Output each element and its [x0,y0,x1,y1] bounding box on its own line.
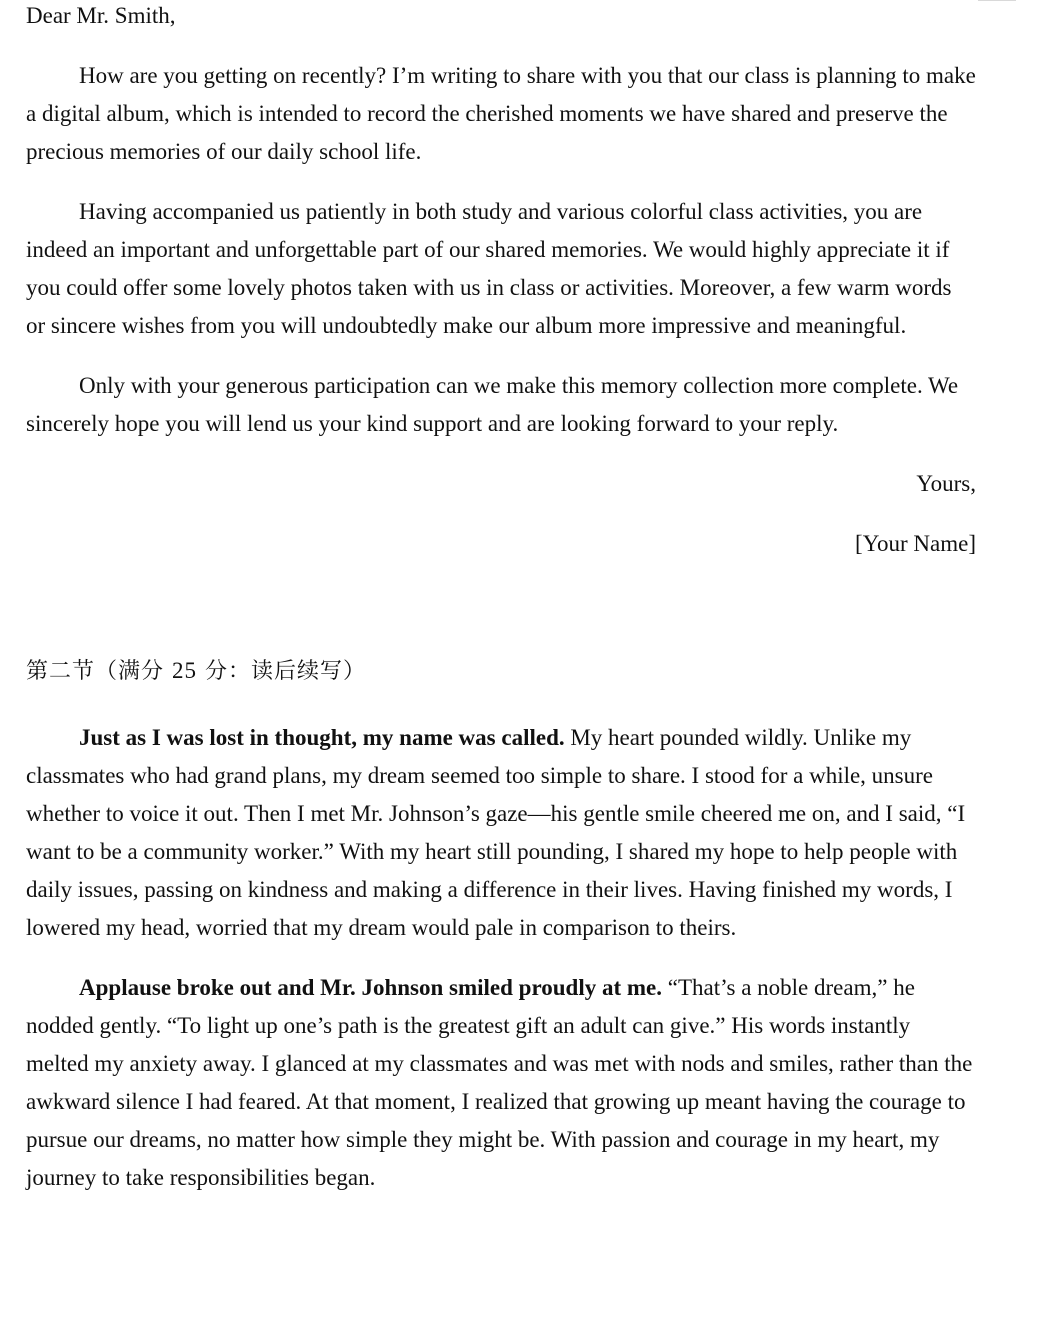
letter-paragraph-3: Only with your generous participation can we make this memory collection more complete. We sincerely hope you will lend us your kind support and are looking forward to your reply. [26,373,959,436]
letter-signature: [Your Name] [855,531,976,556]
letter-paragraph-1: How are you getting on recently? I’m writing to share with you that our class is planning to make a digital album, which is intended to record the cherished moments we have shared and preserve the precious memories of our daily school life. [26,63,976,164]
story-paragraph-2 [26,969,976,1197]
letter-closing: Yours, [916,471,976,496]
story-paragraph-1 [26,719,976,947]
story-paragraph-1-lead: Just as I was lost in thought, my name was called. [79,725,565,750]
story-paragraph-2-body: “That’s a noble dream,” he nodded gently. “To light up one’s path is the greatest gift an adult can give.” His words instantly melted my anxiety away. I glanced at my classmates and was met with nods and smiles, rather than the awkward silence I had feared. At that moment, I realized that growing up meant having the courage to pursue our dreams, no matter how simple they might be. With passion and courage in my heart, my journey to take responsibilities began. [26,975,973,1190]
document-page [26,0,976,1197]
letter-salutation: Dear Mr. Smith, [26,3,176,28]
section-heading [26,652,976,691]
letter-paragraph-2: Having accompanied us patiently in both study and various colorful class activities, you are indeed an important and unforgettable part of our shared memories. We would highly appreciate it if you could offer some lovely photos taken with us in class or activities. Moreover, a few warm words or sincere wishes from you will undoubtedly make our album more impressive and meaningful. [26,199,952,338]
top-edge-rule [978,0,1016,1]
story-paragraph-2-lead: Applause broke out and Mr. Johnson smiled proudly at me. [79,975,663,1000]
section-heading-score: 25 [172,658,197,683]
story-paragraph-1-body: My heart pounded wildly. Unlike my classmates who had grand plans, my dream seemed too simple to share. I stood for a while, unsure whether to voice it out. Then I met Mr. Johnson’s gaze—his gentle smile cheered me on, and I said, “I want to be a community worker.” With my heart still pounding, I shared my hope to help people with daily issues, passing on kindness and making a difference in their lives. Having finished my words, I lowered my head, worried that my dream would pale in comparison to theirs. [26,725,966,940]
section-heading-prefix: 第二节（满分 [26,659,172,684]
section-heading-suffix: 分：读后续写） [197,659,366,684]
